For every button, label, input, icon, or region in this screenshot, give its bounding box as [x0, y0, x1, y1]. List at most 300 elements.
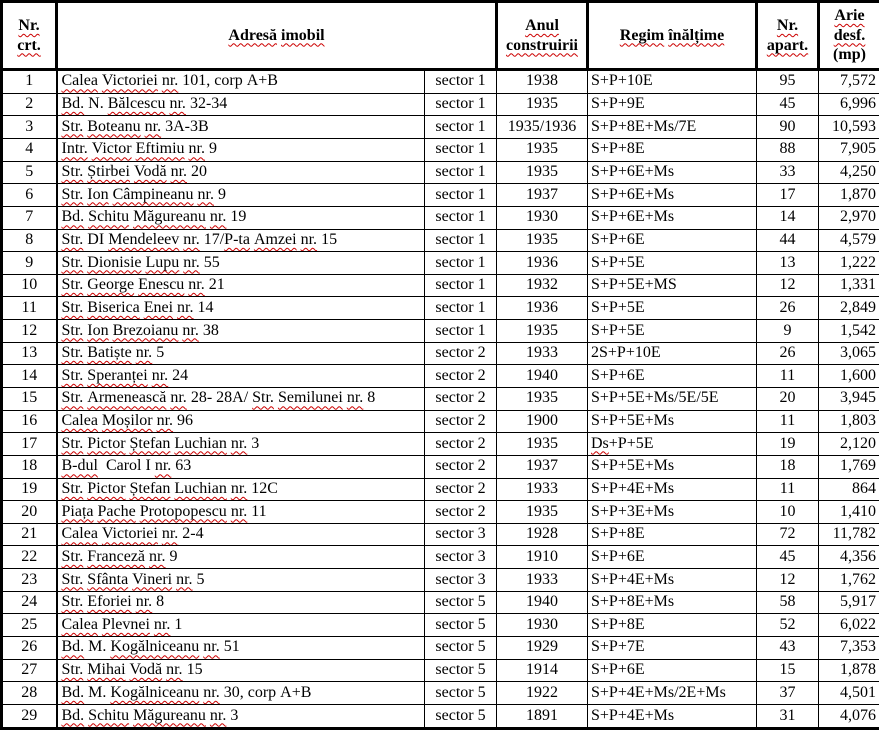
- cell-area: 4,579: [819, 229, 879, 252]
- cell-height-regime: S+P+5E: [588, 297, 757, 320]
- cell-year-built: 1940: [497, 365, 588, 388]
- cell-row-number: 20: [2, 501, 57, 524]
- spellcheck-word: Bd.: [61, 638, 85, 656]
- spellcheck-word: Victor: [91, 140, 132, 158]
- cell-address: Str. Mihai Vodă nr. 15: [57, 659, 425, 682]
- spellcheck-word: nr.: [149, 547, 166, 565]
- cell-sector: sector 1: [425, 184, 497, 207]
- spellcheck-word: nr.: [183, 253, 200, 271]
- spellcheck-word: Str.: [61, 434, 84, 452]
- spellcheck-word: Vineri: [132, 570, 173, 588]
- cell-row-number: 10: [2, 274, 57, 297]
- spellcheck-word: Calea: [61, 615, 98, 633]
- cell-sector: sector 5: [425, 659, 497, 682]
- cell-row-number: 4: [2, 138, 57, 161]
- cell-address: Intr. Victor Eftimiu nr. 9: [57, 138, 425, 161]
- spellcheck-word: Măgureanu: [133, 208, 206, 226]
- table-row: [2, 455, 879, 478]
- spellcheck-word: Str.: [61, 366, 84, 384]
- spellcheck-word: Str.: [61, 661, 84, 679]
- cell-apartments: 11: [757, 410, 819, 433]
- table-row: [2, 591, 879, 614]
- spellcheck-word: Str.: [61, 547, 84, 565]
- table-row: [2, 410, 879, 433]
- cell-height-regime: S+P+5E+Ms/5E/5E: [588, 388, 757, 411]
- cell-apartments: 88: [757, 138, 819, 161]
- header-regim-inaltime: [588, 2, 757, 70]
- spellcheck-word: desf.: [833, 26, 866, 44]
- spellcheck-word: Str.: [61, 321, 84, 339]
- cell-row-number: 21: [2, 523, 57, 546]
- spellcheck-word: nr.: [230, 434, 248, 452]
- spellcheck-word: Ștefan: [129, 479, 171, 497]
- cell-area: 7,353: [819, 637, 879, 660]
- header-arie-desf: Arie desf. (mp): [819, 2, 879, 70]
- cell-apartments: 58: [757, 591, 819, 614]
- spellcheck-word: nr.: [203, 683, 220, 701]
- spellcheck-word: Pache: [97, 502, 136, 520]
- cell-height-regime: S+P+4E+Ms: [588, 704, 757, 728]
- cell-row-number: 8: [2, 229, 57, 252]
- cell-address: Bd. Schitu Măgureanu nr. 19: [57, 206, 425, 229]
- cell-area: 2,849: [819, 297, 879, 320]
- table-row: [2, 252, 879, 275]
- cell-row-number: 6: [2, 184, 57, 207]
- spellcheck-word: nr.: [176, 570, 193, 588]
- cell-row-number: 23: [2, 569, 57, 592]
- spellcheck-word: Măgureanu: [133, 706, 206, 724]
- table-row: [2, 365, 879, 388]
- header-row: [2, 2, 879, 70]
- spellcheck-word: Semilunei: [277, 389, 343, 407]
- table-row: [2, 682, 879, 705]
- cell-apartments: 43: [757, 637, 819, 660]
- spellcheck-word: Eftimiu: [135, 140, 185, 158]
- table-row: [2, 614, 879, 637]
- header-nr-apart: [757, 2, 819, 70]
- cell-row-number: 12: [2, 320, 57, 343]
- spellcheck-word: Brezoianu: [112, 321, 179, 339]
- cell-year-built: 1936: [497, 252, 588, 275]
- spellcheck-word: nr.: [209, 208, 227, 226]
- table-row: [2, 342, 879, 365]
- cell-height-regime: S+P+8E+Ms: [588, 591, 757, 614]
- cell-address: Calea Moșilor nr. 96: [57, 410, 425, 433]
- spellcheck-word: nr.: [144, 117, 162, 135]
- cell-sector: sector 3: [425, 523, 497, 546]
- cell-year-built: 1932: [497, 274, 588, 297]
- cell-area: 1,410: [819, 501, 879, 524]
- spellcheck-word: Mendeleev: [108, 230, 180, 248]
- spellcheck-word: Speranței: [87, 366, 148, 384]
- spellcheck-word: nr.: [346, 389, 364, 407]
- cell-sector: sector 2: [425, 478, 497, 501]
- table-row: [2, 478, 879, 501]
- spellcheck-word: Bd.: [61, 706, 85, 724]
- spellcheck-word: Kogălniceanu: [110, 638, 200, 656]
- cell-sector: sector 3: [425, 546, 497, 569]
- cell-sector: sector 2: [425, 388, 497, 411]
- cell-area: 7,572: [819, 70, 879, 94]
- spellcheck-word: Bd.: [61, 208, 85, 226]
- cell-area: 11,782: [819, 523, 879, 546]
- table-row: [2, 433, 879, 456]
- cell-address: Str. Sfânta Vineri nr. 5: [57, 569, 425, 592]
- cell-apartments: 45: [757, 546, 819, 569]
- cell-address: Str. Batiște nr. 5: [57, 342, 425, 365]
- cell-area: 1,600: [819, 365, 879, 388]
- spellcheck-word: Franceză: [87, 547, 146, 565]
- table-body: [2, 70, 879, 729]
- spellcheck-word: P-ta: [224, 230, 250, 248]
- spellcheck-word: Str.: [61, 230, 84, 248]
- cell-year-built: 1930: [497, 206, 588, 229]
- cell-address: B-dul Carol I nr. 63: [57, 455, 425, 478]
- spellcheck-word: Kogălniceanu: [110, 683, 200, 701]
- cell-area: 5,917: [819, 591, 879, 614]
- cell-area: 1,762: [819, 569, 879, 592]
- spellcheck-word: nr.: [203, 638, 220, 656]
- spellcheck-word: Ds: [591, 434, 609, 452]
- cell-address: Str. Armenească nr. 28- 28A/ Str. Semilunei nr. 8: [57, 388, 425, 411]
- cell-area: 1,331: [819, 274, 879, 297]
- spellcheck-word: nr.: [156, 412, 174, 430]
- cell-apartments: 52: [757, 614, 819, 637]
- cell-address: Str. George Enescu nr. 21: [57, 274, 425, 297]
- spellcheck-word: Adresă: [228, 26, 278, 44]
- cell-height-regime: S+P+10E: [588, 70, 757, 94]
- spellcheck-word: apart.: [766, 36, 809, 54]
- spellcheck-word: Victoriei: [101, 525, 158, 543]
- cell-row-number: 18: [2, 455, 57, 478]
- table-row: [2, 659, 879, 682]
- spellcheck-word: Schitu: [88, 706, 130, 724]
- cell-height-regime: S+P+6E: [588, 546, 757, 569]
- cell-sector: sector 1: [425, 138, 497, 161]
- spellcheck-word: Str.: [61, 253, 84, 271]
- cell-row-number: 17: [2, 433, 57, 456]
- cell-sector: sector 5: [425, 704, 497, 728]
- cell-sector: sector 1: [425, 116, 497, 139]
- table-row: [2, 546, 879, 569]
- spellcheck-word: Enescu: [138, 276, 185, 294]
- header-adresa-imobil: [57, 2, 497, 70]
- cell-address: Str. DI Mendeleev nr. 17/P-ta Amzei nr. 15: [57, 229, 425, 252]
- spellcheck-word: Str.: [61, 344, 84, 362]
- spellcheck-word: Boteanu: [87, 117, 141, 135]
- spellcheck-word: Str.: [61, 479, 84, 497]
- cell-sector: sector 5: [425, 614, 497, 637]
- cell-address: Str. Eforiei nr. 8: [57, 591, 425, 614]
- table-header: [2, 2, 879, 70]
- table-row: [2, 637, 879, 660]
- cell-sector: sector 1: [425, 320, 497, 343]
- cell-year-built: 1914: [497, 659, 588, 682]
- spellcheck-word: Regim: [619, 26, 665, 44]
- cell-area: 2,970: [819, 206, 879, 229]
- cell-height-regime: 2S+P+10E: [588, 342, 757, 365]
- cell-row-number: 22: [2, 546, 57, 569]
- table-row: [2, 523, 879, 546]
- cell-year-built: 1929: [497, 637, 588, 660]
- cell-address: Str. Speranței nr. 24: [57, 365, 425, 388]
- cell-row-number: 28: [2, 682, 57, 705]
- cell-area: 6,022: [819, 614, 879, 637]
- spellcheck-word: Enei: [143, 298, 174, 316]
- cell-address: Str. Boteanu nr. 3A-3B: [57, 116, 425, 139]
- spellcheck-word: nr.: [161, 72, 179, 90]
- spellcheck-word: nr.: [230, 502, 248, 520]
- spellcheck-word: Știrbei: [87, 163, 130, 181]
- cell-sector: sector 1: [425, 206, 497, 229]
- cell-address: Calea Victoriei nr. 101, corp A+B: [57, 70, 425, 94]
- spellcheck-word: Mihai: [87, 661, 126, 679]
- cell-apartments: 26: [757, 297, 819, 320]
- spellcheck-word: Calea: [61, 412, 98, 430]
- spellcheck-word: Eforiei: [87, 593, 132, 611]
- cell-year-built: 1935: [497, 138, 588, 161]
- cell-address: Str. Ion Câmpineanu nr. 9: [57, 184, 425, 207]
- cell-height-regime: S+P+8E+Ms/7E: [588, 116, 757, 139]
- cell-year-built: 1940: [497, 591, 588, 614]
- spellcheck-word: nr.: [230, 479, 248, 497]
- cell-year-built: 1935: [497, 93, 588, 116]
- cell-year-built: 1935: [497, 433, 588, 456]
- spellcheck-word: nr.: [188, 140, 205, 158]
- spellcheck-word: Vodă: [133, 163, 167, 181]
- cell-area: 4,356: [819, 546, 879, 569]
- spellcheck-word: Luchian: [174, 479, 227, 497]
- table-row: [2, 297, 879, 320]
- spellcheck-word: Str.: [61, 570, 84, 588]
- cell-apartments: 12: [757, 569, 819, 592]
- spellcheck-word: nr.: [183, 230, 200, 248]
- cell-height-regime: S+P+5E: [588, 320, 757, 343]
- cell-address: Str. Ion Brezoianu nr. 38: [57, 320, 425, 343]
- cell-address: Bd. M. Kogălniceanu nr. 51: [57, 637, 425, 660]
- cell-apartments: 17: [757, 184, 819, 207]
- cell-height-regime: S+P+3E+Ms: [588, 501, 757, 524]
- cell-apartments: 31: [757, 704, 819, 728]
- cell-apartments: 10: [757, 501, 819, 524]
- cell-height-regime: S+P+4E+Ms: [588, 569, 757, 592]
- spellcheck-word: imobil: [281, 26, 325, 44]
- cell-row-number: 25: [2, 614, 57, 637]
- cell-height-regime: S+P+7E: [588, 637, 757, 660]
- spellcheck-word: Calea: [61, 525, 98, 543]
- cell-year-built: 1922: [497, 682, 588, 705]
- spellcheck-word: B-dul: [61, 457, 98, 475]
- cell-row-number: 19: [2, 478, 57, 501]
- spellcheck-word: Anul: [525, 16, 559, 34]
- spellcheck-word: Ion: [87, 321, 109, 339]
- table-row: [2, 138, 879, 161]
- cell-area: 7,905: [819, 138, 879, 161]
- cell-apartments: 19: [757, 433, 819, 456]
- table-row: [2, 93, 879, 116]
- cell-height-regime: S+P+5E+Ms: [588, 410, 757, 433]
- cell-sector: sector 1: [425, 297, 497, 320]
- spellcheck-word: Dionisie: [87, 253, 142, 271]
- cell-row-number: 29: [2, 704, 57, 728]
- spellcheck-word: nr.: [300, 230, 318, 248]
- cell-sector: sector 5: [425, 591, 497, 614]
- cell-row-number: 1: [2, 70, 57, 94]
- spellcheck-word: nr.: [177, 298, 194, 316]
- cell-height-regime: S+P+6E+Ms: [588, 161, 757, 184]
- cell-height-regime: S+P+4E+Ms/2E+Ms: [588, 682, 757, 705]
- cell-sector: sector 1: [425, 93, 497, 116]
- spellcheck-word: crt.: [17, 36, 41, 54]
- spellcheck-word: Str.: [61, 298, 84, 316]
- cell-area: 1,769: [819, 455, 879, 478]
- spellcheck-word: Bd.: [61, 683, 85, 701]
- cell-area: 6,996: [819, 93, 879, 116]
- table-row: [2, 229, 879, 252]
- cell-address: Str. Știrbei Vodă nr. 20: [57, 161, 425, 184]
- cell-row-number: 7: [2, 206, 57, 229]
- cell-sector: sector 2: [425, 455, 497, 478]
- spellcheck-word: Str.: [61, 163, 84, 181]
- cell-apartments: 26: [757, 342, 819, 365]
- spellcheck-word: Intr.: [61, 140, 88, 158]
- table-row: [2, 161, 879, 184]
- cell-area: 3,945: [819, 388, 879, 411]
- spellcheck-word: Armenească: [87, 389, 167, 407]
- spellcheck-word: Lupu: [145, 253, 180, 271]
- spellcheck-word: Str.: [61, 185, 84, 203]
- spellcheck-word: nr.: [166, 661, 183, 679]
- cell-height-regime: S+P+9E: [588, 93, 757, 116]
- cell-row-number: 3: [2, 116, 57, 139]
- cell-area: 864: [819, 478, 879, 501]
- cell-year-built: 1935/1936: [497, 116, 588, 139]
- table-row: [2, 320, 879, 343]
- cell-sector: sector 1: [425, 274, 497, 297]
- spellcheck-word: Calea: [61, 72, 98, 90]
- cell-year-built: 1935: [497, 229, 588, 252]
- cell-apartments: 14: [757, 206, 819, 229]
- cell-row-number: 13: [2, 342, 57, 365]
- cell-apartments: 90: [757, 116, 819, 139]
- cell-apartments: 13: [757, 252, 819, 275]
- cell-sector: sector 2: [425, 410, 497, 433]
- cell-height-regime: S+P+8E: [588, 523, 757, 546]
- spellcheck-word: Arie: [834, 7, 865, 25]
- cell-year-built: 1935: [497, 388, 588, 411]
- spellcheck-word: Bălcescu: [107, 95, 166, 113]
- cell-row-number: 5: [2, 161, 57, 184]
- table-row: [2, 569, 879, 592]
- cell-apartments: 44: [757, 229, 819, 252]
- cell-address: Bd. Schitu Măgureanu nr. 3: [57, 704, 425, 728]
- spellcheck-word: Luchian: [174, 434, 227, 452]
- cell-height-regime: S+P+8E: [588, 138, 757, 161]
- table-row: [2, 704, 879, 728]
- spellcheck-word: Victoriei: [101, 72, 158, 90]
- spellcheck-word: Str.: [61, 389, 84, 407]
- cell-height-regime: Ds+P+5E: [588, 433, 757, 456]
- cell-year-built: 1933: [497, 478, 588, 501]
- spellcheck-word: nr.: [151, 366, 169, 384]
- cell-height-regime: S+P+6E: [588, 365, 757, 388]
- cell-sector: sector 2: [425, 342, 497, 365]
- cell-row-number: 9: [2, 252, 57, 275]
- cell-height-regime: S+P+6E+Ms: [588, 206, 757, 229]
- cell-sector: sector 2: [425, 433, 497, 456]
- spellcheck-word: Vodă: [129, 661, 163, 679]
- cell-apartments: 45: [757, 93, 819, 116]
- cell-apartments: 33: [757, 161, 819, 184]
- spellcheck-word: nr.: [209, 706, 227, 724]
- cell-area: 1,878: [819, 659, 879, 682]
- spellcheck-word: Ștefan: [129, 434, 171, 452]
- spellcheck-word: Plevnei: [101, 615, 150, 633]
- spellcheck-word: nr.: [197, 185, 214, 203]
- cell-area: 1,542: [819, 320, 879, 343]
- cell-year-built: 1938: [497, 70, 588, 94]
- spellcheck-word: Str.: [61, 276, 84, 294]
- header-anul-construirii: [497, 2, 588, 70]
- cell-year-built: 1936: [497, 297, 588, 320]
- cell-address: Bd. N. Bălcescu nr. 32-34: [57, 93, 425, 116]
- cell-row-number: 24: [2, 591, 57, 614]
- cell-year-built: 1935: [497, 161, 588, 184]
- spellcheck-word: Schitu: [88, 208, 130, 226]
- cell-area: 10,593: [819, 116, 879, 139]
- cell-apartments: 15: [757, 659, 819, 682]
- cell-address: Calea Plevnei nr. 1: [57, 614, 425, 637]
- cell-apartments: 37: [757, 682, 819, 705]
- spellcheck-word: Câmpineanu: [112, 185, 194, 203]
- cell-apartments: 20: [757, 388, 819, 411]
- cell-address: Str. Franceză nr. 9: [57, 546, 425, 569]
- spellcheck-word: nr.: [154, 457, 172, 475]
- spellcheck-word: George: [87, 276, 135, 294]
- cell-address: Str. Biserica Enei nr. 14: [57, 297, 425, 320]
- spellcheck-word: construirii: [506, 36, 578, 54]
- cell-address: Bd. M. Kogălniceanu nr. 30, corp A+B: [57, 682, 425, 705]
- table-row: [2, 184, 879, 207]
- cell-year-built: 1930: [497, 614, 588, 637]
- spellcheck-word: Batiște: [87, 344, 132, 362]
- spellcheck-word: Str.: [61, 117, 84, 135]
- cell-area: 4,501: [819, 682, 879, 705]
- spellcheck-word: Nr.: [776, 16, 799, 34]
- spellcheck-word: Protopopescu: [139, 502, 227, 520]
- cell-area: 1,803: [819, 410, 879, 433]
- cell-height-regime: S+P+8E: [588, 614, 757, 637]
- cell-area: 4,250: [819, 161, 879, 184]
- spellcheck-word: nr.: [161, 525, 179, 543]
- cell-sector: sector 1: [425, 70, 497, 94]
- cell-year-built: 1935: [497, 320, 588, 343]
- cell-height-regime: S+P+5E+MS: [588, 274, 757, 297]
- cell-year-built: 1891: [497, 704, 588, 728]
- spellcheck-word: Pictor: [87, 434, 126, 452]
- cell-sector: sector 2: [425, 501, 497, 524]
- table-row: [2, 501, 879, 524]
- cell-height-regime: S+P+6E+Ms: [588, 184, 757, 207]
- cell-address: Piața Pache Protopopescu nr. 11: [57, 501, 425, 524]
- cell-height-regime: S+P+4E+Ms: [588, 478, 757, 501]
- cell-row-number: 16: [2, 410, 57, 433]
- spellcheck-word: nr.: [170, 389, 187, 407]
- cell-year-built: 1910: [497, 546, 588, 569]
- spellcheck-word: Piața: [61, 502, 94, 520]
- spellcheck-word: Str.: [252, 389, 274, 407]
- cell-year-built: 1933: [497, 569, 588, 592]
